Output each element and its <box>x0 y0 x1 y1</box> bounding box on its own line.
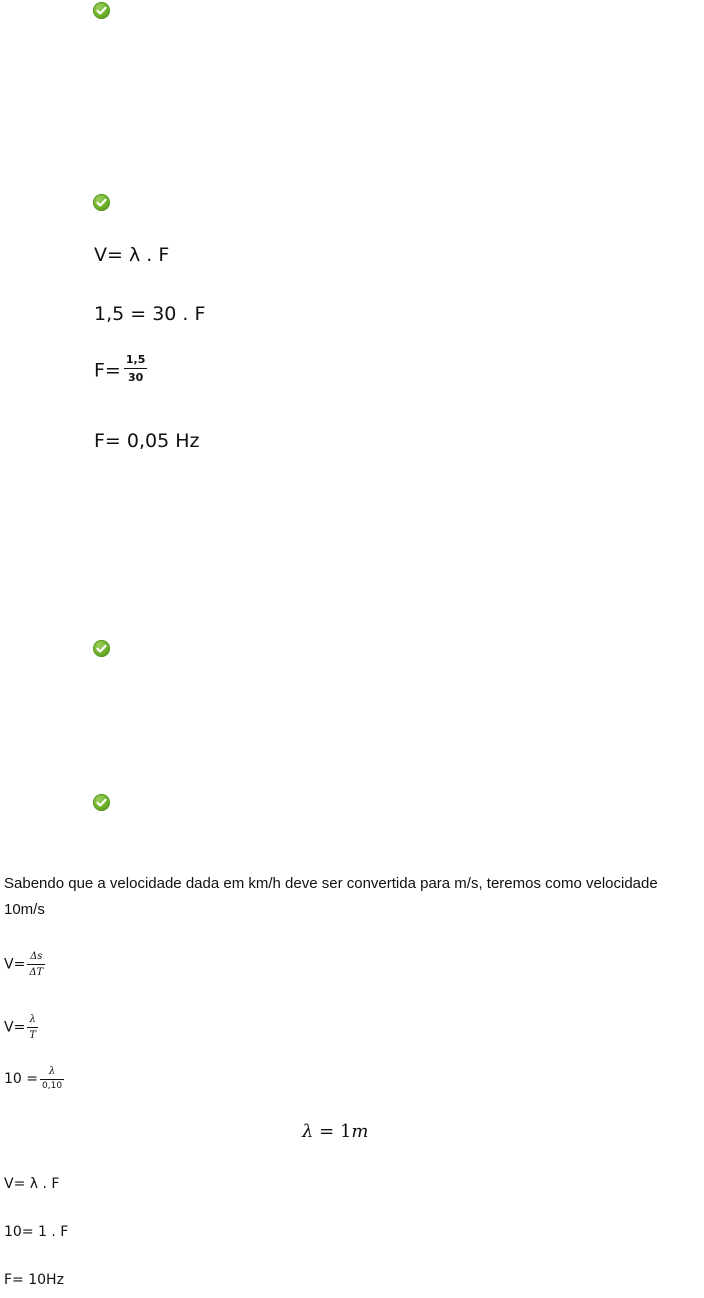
equation-lhs: 10 = <box>4 1070 38 1087</box>
fraction-numerator: λ <box>27 1013 38 1028</box>
check-circle-icon <box>93 640 110 657</box>
fraction <box>27 950 45 979</box>
equation-lambda-result <box>302 1121 369 1142</box>
fraction-denominator: ΔT <box>29 967 44 978</box>
fraction-numerator: 1,5 <box>124 353 148 369</box>
fraction-denominator: T <box>29 1030 36 1041</box>
equation-velocity: V= λ . F <box>94 244 170 266</box>
fraction-denominator: 0,10 <box>42 1081 63 1091</box>
equation-final-result: F= 10Hz <box>4 1272 64 1288</box>
equation-lhs: V= <box>4 1019 26 1036</box>
equation-velocity-delta <box>4 950 45 979</box>
lambda-equals: = 1 <box>319 1121 352 1142</box>
equation-lhs: V= <box>4 956 26 973</box>
fraction-numerator: Δs <box>27 950 45 965</box>
fraction <box>124 353 148 385</box>
fraction <box>40 1065 64 1093</box>
equation-velocity-lambda <box>4 1013 38 1042</box>
check-circle-icon <box>93 194 110 211</box>
explanation-paragraph: Sabendo que a velocidade dada em km/h deve ser convertida para m/s, teremos como velocidade 10m/s <box>4 875 658 918</box>
equation-velocity: V= λ . F <box>4 1176 60 1192</box>
equation-fraction <box>94 355 147 387</box>
lambda-unit: m <box>351 1121 369 1142</box>
equation-substitution <box>4 1065 64 1093</box>
equation-fraction-lhs: F= <box>94 359 121 382</box>
equation-substitution-final: 10= 1 . F <box>4 1224 69 1240</box>
fraction-numerator: λ <box>40 1065 64 1080</box>
check-circle-icon <box>93 2 110 19</box>
lambda-symbol: λ <box>302 1121 314 1142</box>
equation-result: F= 0,05 Hz <box>94 430 200 452</box>
fraction <box>27 1013 38 1042</box>
equation-substitution: 1,5 = 30 . F <box>94 303 206 325</box>
fraction-denominator: 30 <box>127 370 144 384</box>
check-circle-icon <box>93 794 110 811</box>
